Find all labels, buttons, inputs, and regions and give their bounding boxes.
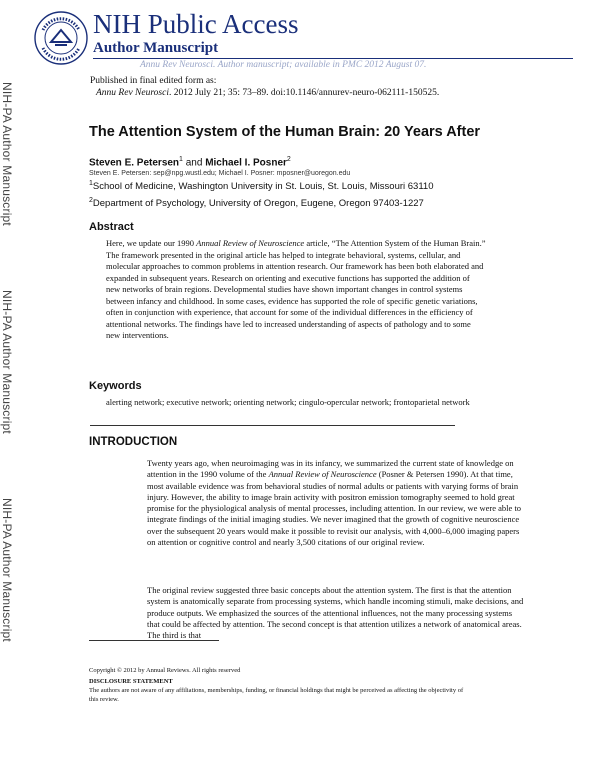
abstract-journal: Annual Review of Neuroscience: [196, 238, 305, 248]
header-rule: [93, 58, 573, 59]
copyright-notice: Copyright © 2012 by Annual Reviews. All rights reserved: [89, 667, 241, 674]
affiliation-2-text: Department of Psychology, University of Oregon, Eugene, Oregon 97403-1227: [92, 198, 424, 210]
sidebar-label-middle: NIH-PA Author Manuscript: [0, 290, 14, 434]
article-title: The Attention System of the Human Brain: 20 Years After: [89, 124, 481, 140]
intro-p1-b: (Posner & Petersen 1990). At that time, most available evidence was from behavioral studies of normal adults or patients with varying forms of brain injury. However, the ability to image brain activity with positron emission tomography seemed to hold great promise for the physiological analysis of mental processes, including attention. In our review, we were able to integrate findings of the initial imaging studies. We never imagined that the growth of cognitive neuroscience over the subsequent 20 years would make it possible to revisit our analysis, with 4,000–6,000 imaging papers on attention or cognitive control and nearly 3,500 citations of our original review.: [147, 469, 522, 548]
intro-p1-a: Twenty years ago, when neuroimaging was in its infancy, we summarized the current state of knowledge on attention in the 1990 volume of the: [147, 458, 514, 480]
affiliation-1-text: School of Medicine, Washington University in St. Louis, St. Louis, Missouri 63110: [92, 181, 434, 193]
affiliation-2: [89, 197, 424, 209]
affiliation-1: [89, 180, 434, 192]
citation-journal: Annu Rev Neurosci: [96, 88, 169, 98]
keywords-text: alerting network; executive network; orienting network; cingulo-opercular network; frontoparietal network: [106, 397, 470, 407]
author-conjunction: and: [185, 157, 203, 169]
author-1: Steven E. Petersen: [89, 157, 180, 169]
citation-details: . 2012 July 21; 35: 73–89. doi:10.1146/annurev-neuro-062111-150525.: [169, 88, 440, 98]
affiliation-1-sup: 1: [89, 180, 93, 187]
header-availability-note: Annu Rev Neurosci. Author manuscript; available in PMC 2012 August 07.: [140, 60, 427, 70]
keywords-heading: Keywords: [89, 380, 142, 392]
footnote-rule: [89, 640, 219, 641]
header-subtitle: Author Manuscript: [93, 40, 219, 56]
affiliation-2-sup: 2: [89, 197, 93, 204]
header-title: NIH Public Access: [93, 9, 299, 39]
citation-line: [96, 88, 439, 98]
disclosure-heading: DISCLOSURE STATEMENT: [89, 678, 173, 685]
disclosure-text: The authors are not aware of any affiliations, memberships, funding, or financial holdings that might be perceived as affecting the objectivity of this review.: [89, 687, 464, 703]
author-2: Michael I. Posner: [205, 157, 287, 169]
sidebar-label-top: NIH-PA Author Manuscript: [0, 82, 14, 226]
nih-seal-logo: [33, 10, 89, 66]
abstract-heading: Abstract: [89, 221, 134, 233]
abstract-text: [106, 238, 486, 342]
published-in-label: Published in final edited form as:: [90, 76, 217, 86]
abstract-text-a: Here, we update our 1990: [106, 238, 197, 248]
sidebar-label-bottom: NIH-PA Author Manuscript: [0, 498, 14, 642]
author-1-sup: 1: [179, 156, 183, 163]
abstract-text-b: article, “The Attention System of the Human Brain.” The framework presented in the original article has helped to integrate behavioral, systems, cellular, and molecular approaches to common problems in attention research. Our framework has been both elaborated and expanded in subsequent years. Research on orienting and executive functions has supported the addition of new networks of brain regions. Developmental studies have shown important changes in control systems between infancy and childhood. In some cases, evidence has supported the role of specific genetic variations, often in conjunction with experience, that account for some of the individual differences in the efficiency of attentional networks. The findings have led to increased understanding of aspects of pathology and to some new interventions.: [106, 238, 486, 340]
left-margin-sidebar: [0, 0, 28, 776]
section-divider: [90, 425, 455, 426]
intro-paragraph-2: The original review suggested three basic concepts about the attention system. The first is that the attention system is anatomically separate from processing systems, which handle incoming stimuli, make decisions, and produce outputs. We emphasized the sources of the attentional influences, not the many processing systems that could be affected by attention. The second concept is that attention utilizes a network of anatomical areas. The third is that: [147, 585, 524, 641]
intro-paragraph-1: [147, 458, 525, 548]
author-emails: Steven E. Petersen: sep@npg.wustl.edu; Michael I. Posner: mposner@uoregon.edu: [89, 170, 351, 177]
introduction-heading: INTRODUCTION: [89, 436, 178, 448]
author-line: [89, 156, 291, 168]
author-2-sup: 2: [286, 156, 291, 163]
intro-p1-journal: Annual Review of Neuroscience: [268, 469, 377, 480]
